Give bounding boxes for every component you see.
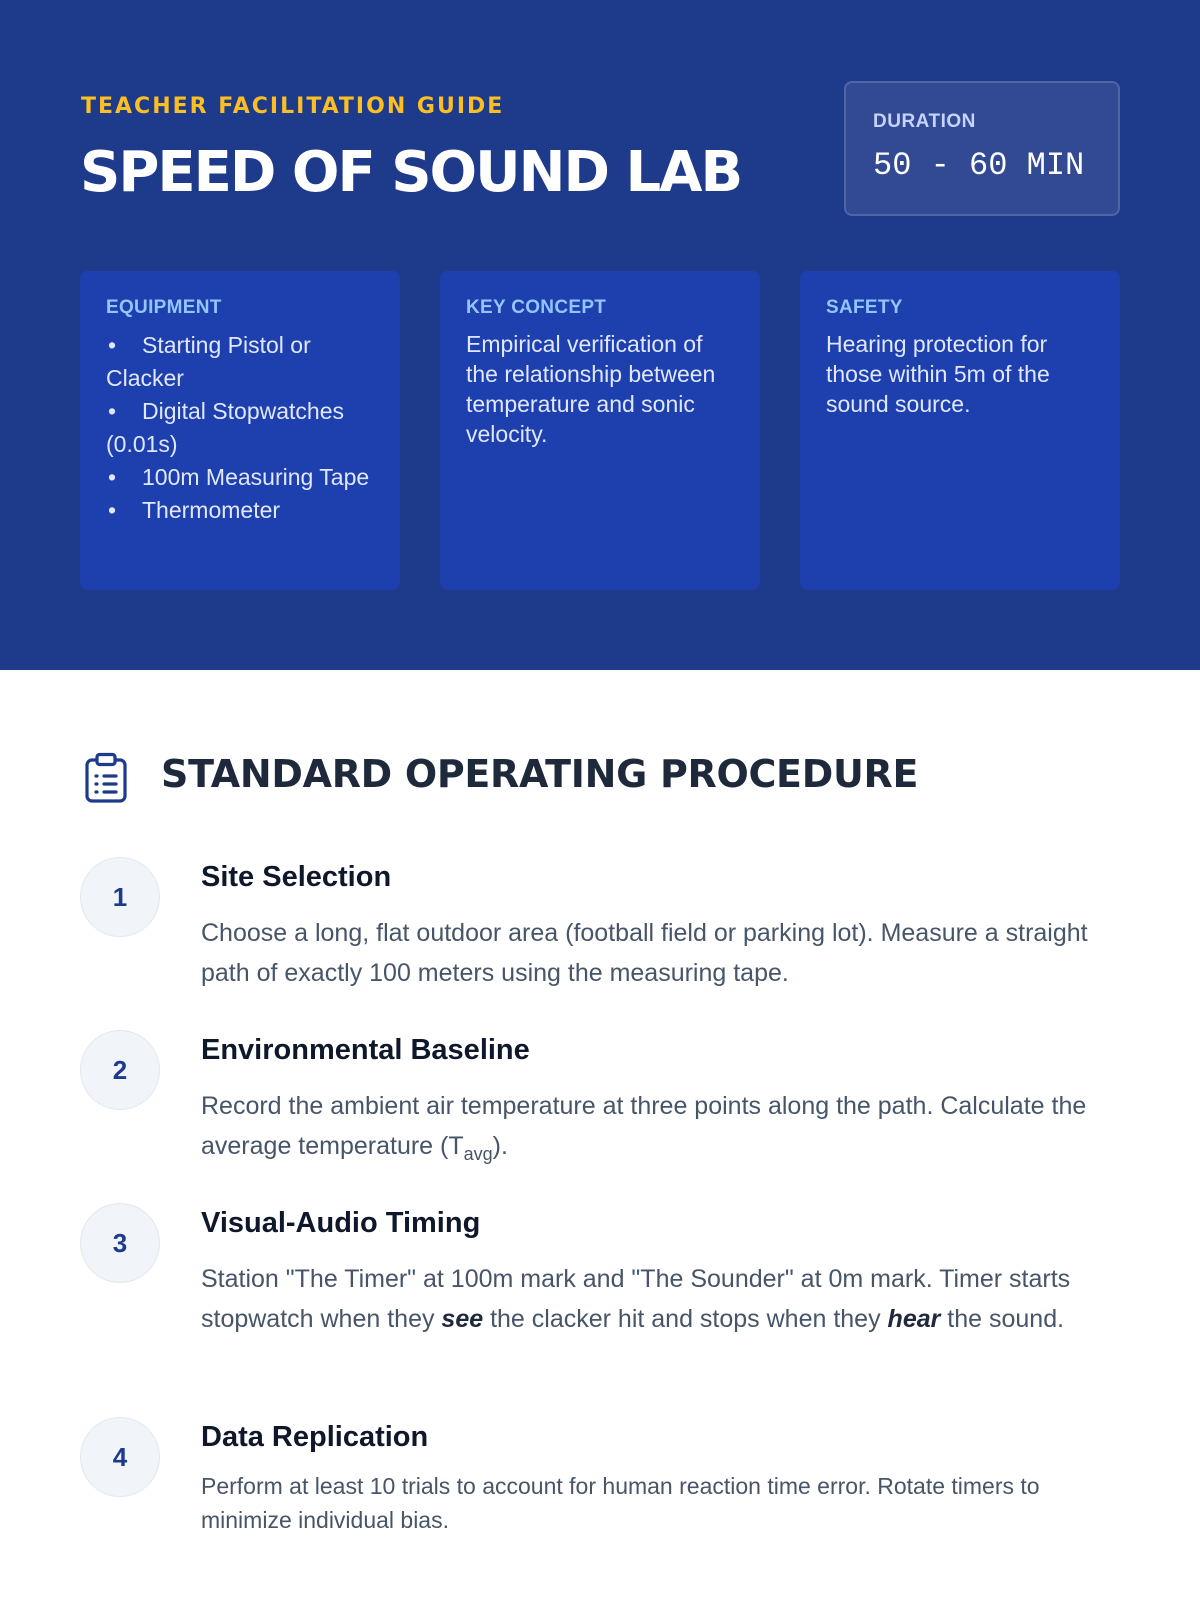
subscript-avg: avg — [463, 1144, 493, 1164]
clipboard-list-icon — [84, 752, 128, 804]
page-title: SPEED OF SOUND LAB — [80, 140, 742, 205]
emphasis-see: see — [441, 1305, 484, 1333]
step-text: Record the ambient air temperature at three points along the path. Calculate the average temperature (T — [201, 1092, 1087, 1160]
equipment-item: • Thermometer — [106, 494, 374, 527]
key-concept-label: KEY CONCEPT — [466, 297, 607, 318]
safety-card — [800, 271, 1120, 590]
step-number: 1 — [80, 857, 160, 937]
step-title: Site Selection — [201, 861, 392, 893]
safety-text: Hearing protection for those within 5m of the sound source. — [826, 331, 1050, 417]
duration-value: 50 - 60 MIN — [873, 147, 1085, 184]
equipment-item: • 100m Measuring Tape — [106, 461, 374, 494]
equipment-item: • Digital Stopwatches (0.01s) — [106, 395, 374, 461]
hero-header — [0, 0, 1200, 670]
step-text: Station "The Timer" at 100m mark and "The Sounder" at 0m mark. Timer starts stopwatch when they — [201, 1265, 1071, 1333]
equipment-card — [80, 271, 400, 590]
guide-eyebrow: TEACHER FACILITATION GUIDE — [81, 94, 505, 119]
step-text: the sound. — [940, 1305, 1065, 1333]
step-number: 3 — [80, 1203, 160, 1283]
step-title: Data Replication — [201, 1421, 429, 1453]
step-description: Choose a long, flat outdoor area (football field or parking lot). Measure a straight path of exactly 100 meters using the measuring tape. — [201, 919, 1088, 987]
safety-label: SAFETY — [826, 297, 903, 318]
duration-label: DURATION — [873, 111, 976, 132]
step-description — [201, 1259, 1106, 1339]
step-text: ). — [492, 1132, 508, 1160]
key-concept-card — [440, 271, 760, 590]
emphasis-hear: hear — [887, 1305, 941, 1333]
equipment-list — [106, 329, 374, 527]
step-number: 2 — [80, 1030, 160, 1110]
step-description — [201, 1086, 1106, 1174]
step-description: Perform at least 10 trials to account for human reaction time error. Rotate timers to minimize individual bias. — [201, 1473, 1040, 1533]
step-title: Visual-Audio Timing — [201, 1207, 481, 1239]
duration-badge — [844, 81, 1120, 216]
equipment-item: • Starting Pistol or Clacker — [106, 329, 374, 395]
equipment-label: EQUIPMENT — [106, 297, 222, 318]
key-concept-text: Empirical verification of the relationship between temperature and sonic velocity. — [466, 331, 716, 447]
step-title: Environmental Baseline — [201, 1034, 530, 1066]
step-text: the clacker hit and stops when they — [483, 1305, 888, 1333]
step-number: 4 — [80, 1417, 160, 1497]
procedure-title: STANDARD OPERATING PROCEDURE — [161, 752, 919, 796]
